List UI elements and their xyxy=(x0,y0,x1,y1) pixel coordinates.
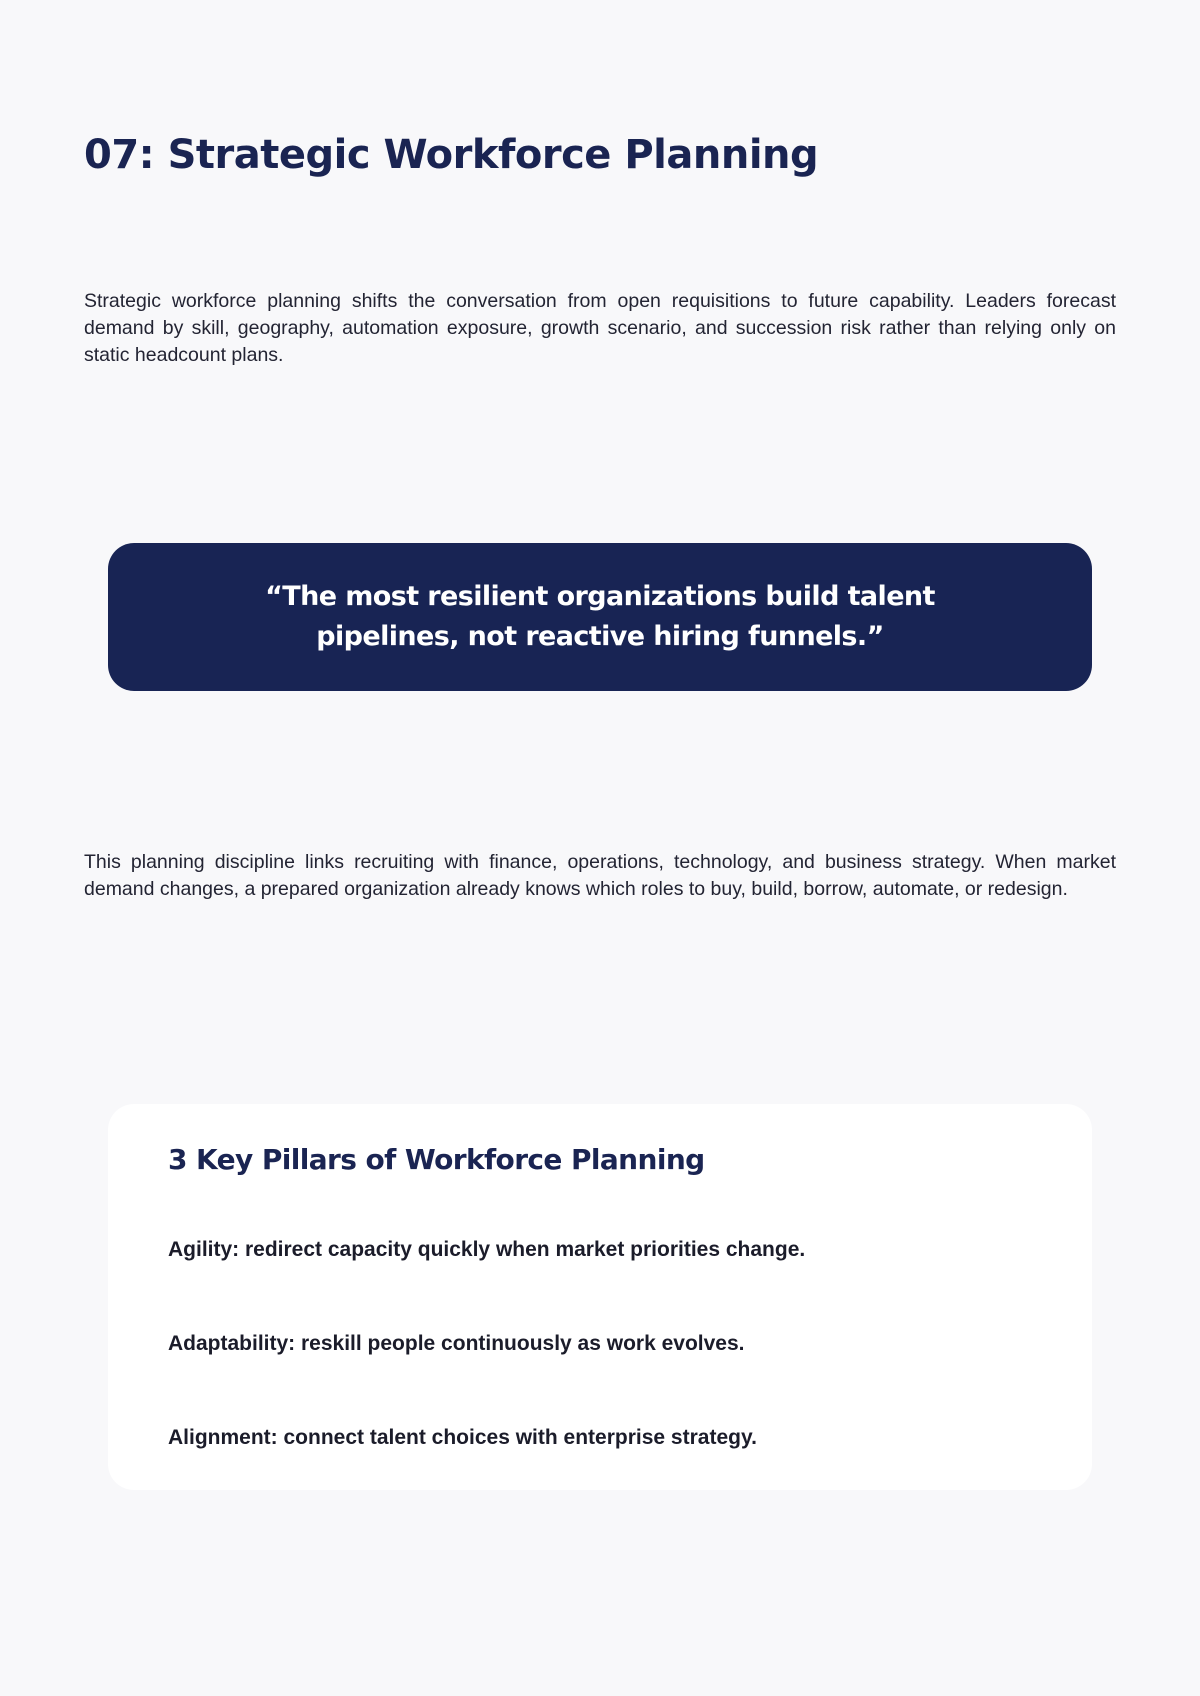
quote-text: “The most resilient organizations build talent pipelines, not reactive hiring funnels.” xyxy=(265,581,935,652)
body-paragraph: This planning discipline links recruiting with finance, operations, technology, and business strategy. When market demand changes, a prepared organization already knows which roles to buy, build, borrow, automate, or redesign. xyxy=(84,851,1116,900)
pillar-item-agility: Agility: redirect capacity quickly when market priorities change. xyxy=(168,1238,806,1261)
quote-callout xyxy=(108,543,1092,691)
page-title: 07: Strategic Workforce Planning xyxy=(84,132,819,178)
pillar-item-adaptability: Adaptability: reskill people continuously as work evolves. xyxy=(168,1332,745,1355)
pillars-card xyxy=(108,1104,1092,1490)
intro-paragraph: Strategic workforce planning shifts the conversation from open requisitions to future capability. Leaders forecast demand by skill, geography, automation exposure, growth scenario, and succession risk rather than relying only on static headcount plans. xyxy=(84,290,1116,366)
pillar-item-alignment: Alignment: connect talent choices with enterprise strategy. xyxy=(168,1426,757,1449)
pillars-list xyxy=(168,1236,1032,1452)
pillars-title: 3 Key Pillars of Workforce Planning xyxy=(168,1143,705,1176)
